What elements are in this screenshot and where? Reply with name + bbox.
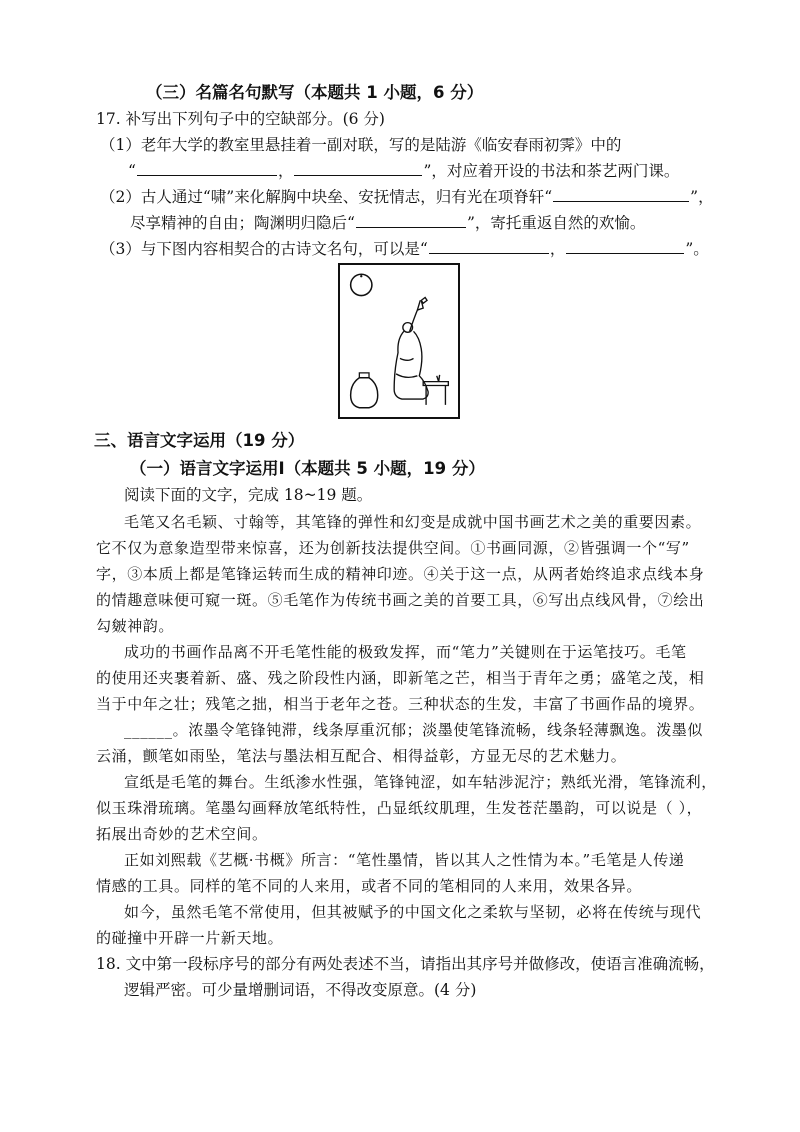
moon-icon bbox=[351, 274, 372, 295]
passage-line: 宣纸是毛笔的舞台。生纸渗水性强，笔锋钝涩，如车轱涉泥泞；熟纸光滑，笔锋流利， bbox=[124, 773, 717, 791]
answer-blank[interactable] bbox=[294, 161, 422, 176]
q17-part2-number: （2） bbox=[100, 188, 141, 206]
passage-line: 勾皴神韵。 bbox=[96, 617, 175, 635]
wine-jar-icon bbox=[351, 378, 378, 408]
passage-line: 正如刘熙载《艺概·书概》所言：“笔性墨情，皆以其人之性情为本。”毛笔是人传递 bbox=[124, 851, 685, 869]
q17-stem: 17. 补写出下列句子中的空缺部分。(6 分) bbox=[96, 110, 385, 128]
answer-blank[interactable] bbox=[356, 213, 466, 228]
answer-blank[interactable] bbox=[566, 239, 684, 254]
answer-blank[interactable] bbox=[137, 161, 277, 176]
q17-part3-line bbox=[100, 238, 709, 260]
q17-part2-b-end: ”，寄托重返自然的欢愉。 bbox=[466, 214, 646, 232]
q17-part3-text: 与下图内容相契合的古诗文名句，可以是“ bbox=[140, 240, 428, 258]
subsection-heading-language-use-1: （一）语言文字运用Ⅰ（本题共 5 小题，19 分） bbox=[130, 459, 485, 478]
q17-part3-sep: ， bbox=[549, 240, 566, 258]
answer-blank[interactable] bbox=[429, 239, 549, 254]
passage-line: 拓展出奇妙的艺术空间。 bbox=[96, 825, 268, 843]
q17-part1-open-quote: “ bbox=[128, 162, 136, 180]
q17-part2-line1 bbox=[100, 186, 714, 208]
reading-instructions: 阅读下面的文字，完成 18~19 题。 bbox=[124, 486, 373, 504]
q17-part3-number: （3） bbox=[100, 240, 141, 258]
q17-part1-tail: ”，对应着开设的书法和茶艺两门课。 bbox=[423, 162, 680, 180]
passage-line: 情感的工具。同样的笔不同的人来用，或者不同的笔相同的人来用，效果各异。 bbox=[96, 877, 643, 895]
q17-part1-text: 老年大学的教室里悬挂着一副对联，写的是陆游《临安春雨初霁》中的 bbox=[140, 136, 622, 154]
passage-line: 的情趣意味便可窥一斑。⑤毛笔作为传统书画之美的首要工具，⑥写出点线风骨，⑦绘出 bbox=[96, 591, 705, 609]
q17-part1-line2 bbox=[128, 160, 679, 182]
q18-stem-line2: 逻辑严密。可少量增删词语，不得改变原意。(4 分) bbox=[124, 981, 477, 999]
q17-part1-sep: ， bbox=[277, 162, 294, 180]
passage-line: 似玉珠滑琉璃。笔墨勾画释放笔纸特性，凸显纸纹肌理，生发苍茫墨韵，可以说是（ ）， bbox=[96, 799, 703, 817]
raised-cup-icon bbox=[421, 297, 427, 303]
passage-line: 毛笔又名毛颖、寸翰等，其笔锋的弹性和幻变是成就中国书画艺术之美的重要因素。 bbox=[124, 513, 702, 531]
passage-line: 如今，虽然毛笔不常使用，但其被赋予的中国文化之柔软与坚韧，必将在传统与现代 bbox=[124, 903, 702, 921]
q17-part2-a-end: ”， bbox=[690, 188, 714, 206]
q17-part1-number: （1） bbox=[100, 136, 141, 154]
passage-line: 成功的书画作品离不开毛笔性能的极致发挥，而“笔力”关键则在于运笔技巧。毛笔 bbox=[124, 643, 687, 661]
passage-line: ______。浓墨令笔锋钝滞，线条厚重沉郁；淡墨使笔锋流畅，线条轻薄飘逸。泼墨似 bbox=[124, 721, 704, 739]
answer-blank[interactable] bbox=[553, 187, 689, 202]
q17-part1-line1 bbox=[100, 134, 621, 156]
passage-line: 字，③本质上都是笔锋运转而生成的精神印迹。④关于这一点，从两者始终追求点线本身 bbox=[96, 565, 705, 583]
passage-line: 当于中年之壮；残笔之拙，相当于老年之苍。三种状态的生发，丰富了书画作品的境界。 bbox=[96, 695, 705, 713]
passage-line: 云涌，颤笔如雨坠，笔法与墨法相互配合、相得益彰，方显无尽的艺术魅力。 bbox=[96, 747, 627, 765]
q17-part2-line2 bbox=[130, 212, 645, 234]
passage-line: 的碰撞中开辟一片新天地。 bbox=[96, 929, 284, 947]
section-heading-language-use: 三、语言文字运用（19 分） bbox=[94, 431, 305, 450]
q17-part3-end: ”。 bbox=[685, 240, 709, 258]
q17-part2-text-b: 尽享精神的自由；陶渊明归隐后“ bbox=[130, 214, 355, 232]
poet-drinking-under-moon-image bbox=[340, 265, 458, 417]
section-heading-famous-lines: （三）名篇名句默写（本题共 1 小题，6 分） bbox=[146, 83, 484, 102]
passage-line: 它不仅为意象造型带来惊喜，还为创新技法提供空间。①书画同源，②皆强调一个“写” bbox=[96, 539, 690, 557]
moon-toast-illustration bbox=[338, 263, 460, 419]
passage-line: 的使用还夹裹着新、盛、残之阶段性内涵，即新笔之芒，相当于青年之勇；盛笔之茂，相 bbox=[96, 669, 705, 687]
q17-part2-text-a: 古人通过“啸”来化解胸中块垒、安抚情志，归有光在项脊轩“ bbox=[140, 188, 553, 206]
q18-stem-line1: 18. 文中第一段标序号的部分有两处表述不当，请指出其序号并做修改，使语言准确流畅， bbox=[96, 955, 715, 973]
